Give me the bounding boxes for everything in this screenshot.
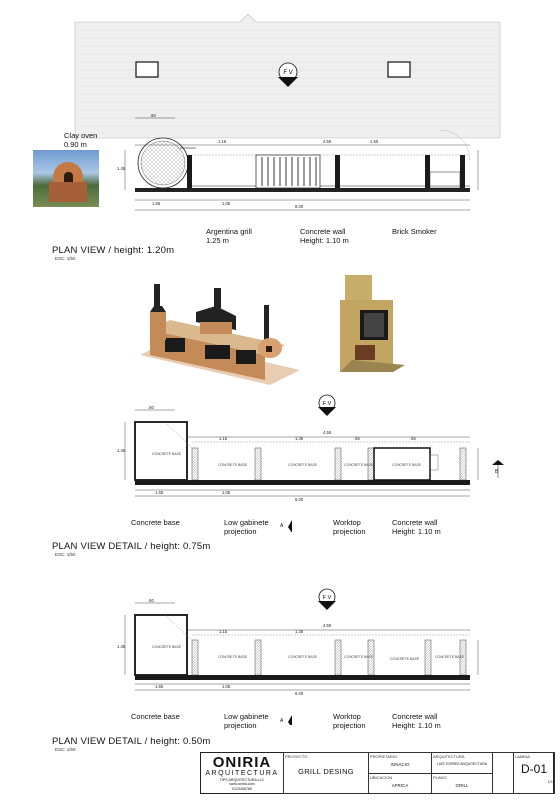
revision-cell [492,752,514,794]
architect-cell [431,752,493,774]
brick-smoker-label: Brick Smoker [392,227,437,236]
plan3-scale: ESC: 1/50 [55,747,76,752]
svg-text:1.45: 1.45 [117,166,126,171]
svg-text:CONCRETE BASE: CONCRETE BASE [392,463,422,467]
plan3-low-gabinete: Low gabinete [224,712,269,721]
svg-text:1.05: 1.05 [222,201,231,206]
owner-header: PROPIETARIO [370,754,398,759]
plan3-worktop: Worktop [333,712,361,721]
svg-text:CONCRETE BASE: CONCRETE BASE [390,657,420,661]
svg-text:1.65: 1.65 [155,490,164,495]
project-header: PROYECTO [285,754,308,759]
plan2-section-a: A [280,523,284,529]
plan1-scale: ESC: 1/50 [55,256,76,261]
plan2-concrete-wall: Concrete wall [392,518,438,527]
svg-text:CONCRETE BASE: CONCRETE BASE [344,463,374,467]
plan2-worktop-2: projection [333,527,366,536]
svg-text:.55: .55 [354,436,360,441]
svg-text:6.00: 6.00 [295,204,304,209]
svg-text:1.45: 1.45 [117,644,126,649]
svg-text:1.35: 1.35 [295,629,304,634]
svg-text:F V: F V [322,401,332,407]
owner-value: IGNACIO [390,762,410,767]
plan1-title: PLAN VIEW / height: 1.20m [52,245,175,256]
company-line2: www.oniria.com [229,782,255,787]
sheet-header: LAMINA [515,754,530,759]
location-header: UBICACION [370,775,393,780]
argentina-grill-plan [256,155,320,188]
svg-text:1.50: 1.50 [370,139,379,144]
svg-text:CONCRETE BASE: CONCRETE BASE [152,452,182,456]
svg-text:CONCRETE BASE: CONCRETE BASE [288,655,318,659]
svg-text:4.55: 4.55 [323,139,332,144]
svg-text:1.05: 1.05 [222,684,231,689]
fv-label: F V [283,70,293,76]
svg-text:CONCRETE BASE: CONCRETE BASE [344,655,374,659]
clay-oven-label: Clay oven [64,131,98,140]
clay-oven-photo [33,150,99,207]
concrete-wall-height: Height: 1.10 m [300,236,349,245]
location-value: AFRICA [391,783,409,788]
clay-oven-size: 0.90 m [64,140,87,149]
svg-text:CONCRETE BASE: CONCRETE BASE [218,463,248,467]
plan3-title: PLAN VIEW DETAIL / height: 0.50m [52,736,211,747]
plan3-low-gabinete-2: projection [224,721,257,730]
svg-text:.60: .60 [148,405,154,410]
svg-text:1.15: 1.15 [218,139,227,144]
project-cell [283,752,369,794]
plan2-concrete-base: Concrete base [131,518,180,527]
company-name: ONIRIA [212,754,272,771]
svg-text:1.65: 1.65 [155,684,164,689]
plan2-concrete-wall-height: Height: 1.10 m [392,527,441,536]
company-line3: 0123456789 [232,786,252,791]
architect-header: ARQUITECTURA [433,754,465,759]
plan3-concrete-wall-height: Height: 1.10 m [392,721,441,730]
sheet-cell [513,752,555,794]
argentina-grill-label: Argentina grill [206,227,252,236]
svg-text:CONCRETE BASE: CONCRETE BASE [218,655,248,659]
svg-text:1.15: 1.15 [219,629,228,634]
architect-value: LUIS TORRES ARQUITECTURA [437,762,487,766]
svg-text:4.55: 4.55 [323,623,332,628]
content-value: GRILL [455,783,469,788]
svg-text:1.35: 1.35 [295,436,304,441]
plan-view-3-drawing [0,585,560,725]
plan-view-2-drawing [0,392,560,532]
plan2-low-gabinete-2: projection [224,527,257,536]
roof-window-left [136,62,158,77]
svg-text:.60: .60 [150,113,156,118]
company-line1: TIPS ARQUITECTURA LLC [219,778,265,782]
company-logo [203,755,281,792]
plan2-low-gabinete: Low gabinete [224,518,269,527]
svg-text:CONCRETE BASE: CONCRETE BASE [435,655,465,659]
svg-text:F V: F V [322,595,332,601]
plan3-concrete-base: Concrete base [131,712,180,721]
svg-text:4.55: 4.55 [323,430,332,435]
plan3-concrete-wall: Concrete wall [392,712,438,721]
svg-text:1.05: 1.05 [222,490,231,495]
concrete-wall-label: Concrete wall [300,227,346,236]
svg-text:1.15: 1.15 [219,436,228,441]
plan2-worktop: Worktop [333,518,361,527]
svg-text:1.65: 1.65 [152,201,161,206]
plan2-section-b: B [495,469,499,475]
svg-text:CONCRETE BASE: CONCRETE BASE [152,645,182,649]
plan3-section-a: A [280,718,284,724]
svg-text:6.00: 6.00 [295,497,304,502]
svg-text:.60: .60 [148,598,154,603]
roof-window-right [388,62,410,77]
project-name: GRILL DESING [298,767,354,776]
svg-text:6.00: 6.00 [295,691,304,696]
plan2-title: PLAN VIEW DETAIL / height: 0.75m [52,541,211,552]
sheet-total: 1/1 [547,779,553,784]
sheet-number: D-01 [520,762,547,776]
svg-text:1.45: 1.45 [117,448,126,453]
company-sub: ARQUITECTURA [205,770,279,777]
argentina-grill-size: 1.25 m [206,236,229,245]
content-cell [431,773,493,794]
content-header: PLANO [433,775,447,780]
fv-marker-3 [318,589,336,610]
plan3-worktop-2: projection [333,721,366,730]
svg-text:CONCRETE BASE: CONCRETE BASE [288,463,318,467]
grill-3d-render [0,265,560,385]
svg-text:.55: .55 [410,436,416,441]
fv-marker-2 [318,395,336,416]
plan2-scale: ESC: 1/50 [55,552,76,557]
location-cell [368,773,432,794]
title-block [200,752,554,794]
owner-cell [368,752,432,774]
